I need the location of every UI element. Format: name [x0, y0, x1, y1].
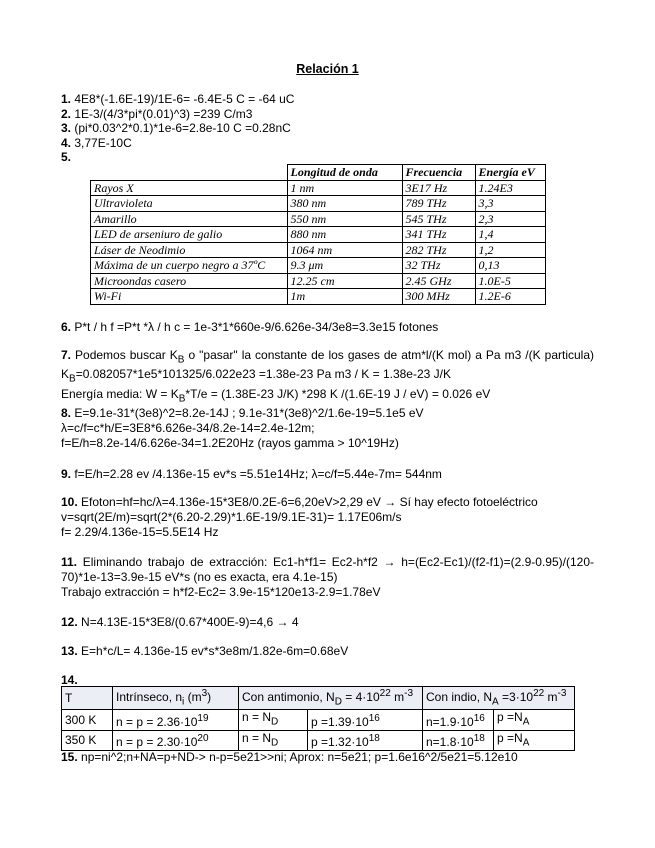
answer-number: 5.: [61, 150, 72, 164]
answer-number: 11.: [61, 555, 78, 569]
answer-2: [61, 107, 252, 121]
table-cell: $n = N_D$: [239, 730, 308, 750]
table-cell: 1m: [287, 289, 402, 305]
table-cell: Láser de Neodimio: [91, 242, 288, 258]
answer-text: N=4.13E-15*3E8/(0.67*400E-9)=4,6 → 4: [77, 615, 299, 629]
table-cell: 3,3: [475, 196, 545, 212]
table-cell: $n = p = 2.36\cdot 10^{19}$: [113, 710, 239, 730]
answer-text: *T/e = (1.38E-23 J/K) *298 K /(1.6E-19 J / eV) = 0.026 eV: [185, 386, 491, 401]
table-cell: 545 THz: [402, 211, 475, 227]
answer-text: Podemos buscar K: [71, 348, 178, 362]
table-cell: Amarillo: [91, 211, 288, 227]
table-cell: 2.45 GHz: [402, 273, 475, 289]
answer-1: [61, 92, 294, 106]
answer-paragraph: [61, 387, 594, 406]
table-row: [91, 242, 546, 258]
table-cell: Microondas casero: [91, 273, 288, 289]
table-cell: Ultravioleta: [91, 196, 288, 212]
table-row: [91, 211, 546, 227]
table-cell: 380 nm: [287, 196, 402, 212]
answer-paragraph: [61, 348, 594, 387]
answer-number: 3.: [61, 121, 72, 135]
answer-7: [61, 348, 594, 406]
table-cell: 1 nm: [287, 180, 402, 196]
table-header-row: [62, 687, 575, 710]
answer-6: [61, 320, 438, 334]
answer-15: [61, 750, 518, 764]
subscript: B: [178, 393, 186, 405]
answer-paragraph: Trabajo extracción = h*f2-Ec2= 3.9e-15*120e13-2.9=1.78eV: [61, 585, 381, 599]
table-cell: 1,4: [475, 227, 545, 243]
answer-5: [61, 150, 71, 164]
table-row: [91, 289, 546, 305]
answer-text: Eliminando trabajo de extracción: Ec1-h*f1= Ec2-h*f2 → h=(Ec2-Ec1)/(f2-f1)=(2.9-0.95)/(120-70)*1e-13=3.9e-15 eV*s (no es exacta, era 4.1e-15): [61, 555, 594, 584]
answer-text: Energía media: W = K: [61, 386, 179, 401]
answer-text: E=h*c/L= 4.136e-15 ev*s*3e8m/1.82e-6m=0.68eV: [77, 644, 349, 658]
table-cell: Máxima de un cuerpo negro a 37ºC: [91, 258, 288, 274]
table-cell: 1.2E-6: [475, 289, 545, 305]
answer-3: [61, 121, 291, 135]
table-cell: 789 THz: [402, 196, 475, 212]
answer-number: 12.: [61, 615, 78, 629]
answer-number: 10.: [61, 495, 78, 509]
answer-paragraph: f= 2.29/4.136e-15=5.5E14 Hz: [61, 525, 219, 539]
answer-8: [61, 406, 594, 451]
table-cell: 1.0E-5: [475, 273, 545, 289]
answer-paragraph: f=E/h=8.2e-14/6.626e-34=1.2E20Hz (rayos gamma > 10^19Hz): [61, 436, 399, 450]
answer-number: 15.: [61, 750, 78, 764]
table-cell: 1064 nm: [287, 242, 402, 258]
table-cell: LED de arseniuro de galio: [91, 227, 288, 243]
answer-text: (pi*0.03^2*0.1)*1e-6=2.8e-10 C =0.28nC: [74, 121, 291, 135]
table-cell: 282 THz: [402, 242, 475, 258]
table-cell: 0,13: [475, 258, 545, 274]
table-cell: $p =N_A$: [494, 710, 575, 730]
answer-paragraph: v=sqrt(2E/m)=sqrt(2*(6.20-2.29)*1.6E-19/9.1E-31)= 1.17E06m/s: [61, 510, 402, 524]
answer-paragraph: [61, 495, 594, 510]
table-cell: 32 THz: [402, 258, 475, 274]
table-cell: $n=1.9\cdot 10^{16}$: [423, 710, 494, 730]
answer-12: [61, 615, 299, 629]
answer-number: 1.: [61, 92, 72, 106]
table-row: [91, 227, 546, 243]
column-header: Frecuencia: [402, 165, 475, 181]
table-cell: 550 nm: [287, 211, 402, 227]
table-cell: 300 MHz: [402, 289, 475, 305]
subscript: B: [177, 354, 185, 366]
table-cell: $p =N_A$: [494, 730, 575, 750]
column-header: T: [62, 687, 113, 710]
table-row: [91, 273, 546, 289]
semiconductor-table: [61, 686, 575, 751]
answer-text: 3,77E-10C: [74, 136, 132, 150]
table-cell: $p =1.32\cdot 10^{18}$: [308, 730, 423, 750]
table-cell: 341 THz: [402, 227, 475, 243]
table-cell: 12.25 cm: [287, 273, 402, 289]
table-cell: 1,2: [475, 242, 545, 258]
answer-number: 4.: [61, 136, 72, 150]
answer-text: =0.082057*1e5*101325/6.022e23 =1.38e-23 Pa m3 / K = 1.38e-23 J/K: [75, 367, 451, 382]
column-header: Intrínseco, $n_i$ $(m^3)$: [113, 687, 239, 710]
table-cell: 300 K: [62, 710, 113, 730]
table-cell: $n = p = 2.30\cdot 10^{20}$: [113, 730, 239, 750]
answer-text: np=ni^2;n+NA=p+ND-> n-p=5e21>>ni; Aprox: n=5e21; p=1.6e16^2/5e21=5.12e10: [77, 750, 518, 764]
answer-text: 1E-3/(4/3*pi*(0.01)^3) =239 C/m3: [74, 107, 253, 121]
answer-number: 8.: [61, 406, 72, 420]
answer-10: [61, 495, 594, 540]
table-cell: 350 K: [62, 730, 113, 750]
table-cell: 2,3: [475, 211, 545, 227]
column-header: Longitud de onda: [287, 165, 402, 181]
answer-number: 14.: [61, 673, 78, 687]
table-cell: Rayos X: [91, 180, 288, 196]
answer-number: 6.: [61, 320, 72, 334]
answer-9: [61, 467, 442, 481]
table-cell: $p =1.39\cdot 10^{16}$: [308, 710, 423, 730]
table-cell: $n = N_D$: [239, 710, 308, 730]
answer-number: 7.: [61, 348, 72, 362]
empty-header-cell: [91, 165, 288, 181]
answer-text: Efoton=hf=hc/λ=4.136e-15*3E8/0.2E-6=6,20eV>2,29 eV → Sí hay efecto fotoeléctrico: [77, 495, 538, 509]
table-cell: 9.3 μm: [287, 258, 402, 274]
answer-text: 4E8*(-1.6E-19)/1E-6= -6.4E-5 C = -64 uC: [74, 92, 295, 106]
answer-text: o "pasar" la constante de los gases de atm*l/(K mol) a Pa m3 /(K particula) K: [61, 348, 595, 382]
table-cell: 880 nm: [287, 227, 402, 243]
answer-number: 9.: [61, 467, 72, 481]
table-header-row: [91, 165, 546, 181]
answer-paragraph: [61, 406, 594, 421]
subscript: B: [69, 373, 76, 385]
column-header: Energía eV: [475, 165, 545, 181]
table-row: [62, 710, 575, 730]
page-title: Relación 1: [296, 62, 359, 76]
column-header: Con antimonio, $N_D = 4\cdot 10^{22}$ $m^{-3}$: [239, 687, 423, 710]
table-cell: $n=1.8\cdot 10^{18}$: [423, 730, 494, 750]
answer-text: E=9.1e-31*(3e8)^2=8.2e-14J ; 9.1e-31*(3e8)^2/1.6e-19=5.1e5 eV: [71, 406, 424, 420]
answer-paragraph: [61, 555, 594, 585]
table-cell: Wi-Fi: [91, 289, 288, 305]
answer-14: [61, 673, 78, 687]
table-cell: 1.24E3: [475, 180, 545, 196]
table-row: [91, 258, 546, 274]
answer-13: [61, 644, 348, 658]
answer-text: f=E/h=2.28 ev /4.136e-15 ev*s =5.51e14Hz; λ=c/f=5.44e-7m= 544nm: [71, 467, 442, 481]
table-cell: 3E17 Hz: [402, 180, 475, 196]
table-row: [91, 180, 546, 196]
table-row: [62, 730, 575, 750]
answer-number: 13.: [61, 644, 78, 658]
answer-4: [61, 136, 132, 150]
table-row: [91, 196, 546, 212]
answer-11: [61, 555, 594, 600]
column-header: Con indio, $N_A =3\cdot 10^{22}$ $m^{-3}$: [423, 687, 575, 710]
wavelength-table: [90, 164, 546, 305]
answer-number: 2.: [61, 107, 72, 121]
answer-text: P*t / h f =P*t *λ / h c = 1e-3*1*660e-9/6.626e-34/3e8=3.3e15 fotones: [71, 320, 439, 334]
answer-paragraph: λ=c/f=c*h/E=3E8*6.626e-34/8.2e-14=2.4e-12m;: [61, 421, 315, 435]
